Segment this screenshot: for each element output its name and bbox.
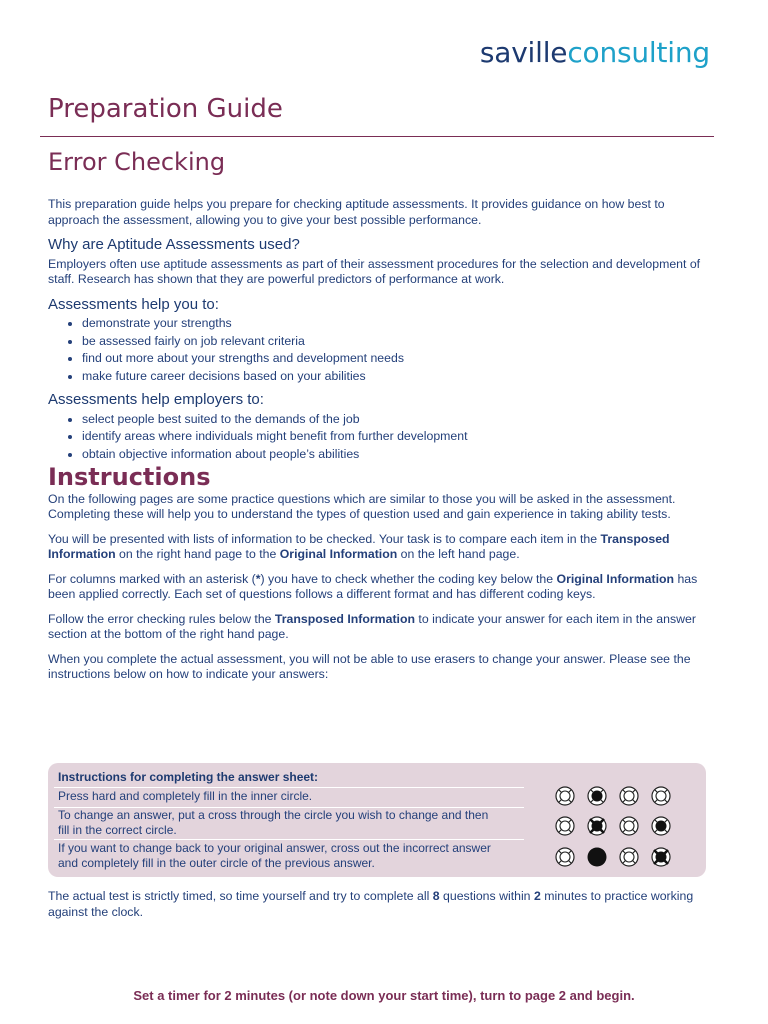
empty-bubble-icon	[556, 848, 574, 866]
filled-bubble-icon	[652, 817, 670, 835]
list-item: • demonstrate your strengths	[82, 316, 718, 332]
row-divider	[54, 787, 524, 788]
filled-bubble-icon	[588, 787, 606, 805]
logo-part-consulting: consulting	[567, 36, 710, 69]
empty-bubble-icon	[556, 817, 574, 835]
why-paragraph: Employers often use aptitude assessments as part of their assessment procedures for the selection and development of staff. Research has shown that they are powerful predictors of performance at work.	[48, 256, 701, 286]
timing-paragraph: The actual test is strictly timed, so time yourself and try to complete all 8 questions within 2 minutes to practice working against the clock.	[48, 889, 694, 919]
answer-sheet-instructions-box	[48, 763, 706, 877]
saville-logo	[480, 36, 710, 69]
example-bubbles-revert	[554, 846, 674, 868]
empty-bubble-icon	[620, 787, 638, 805]
why-heading: Why are Aptitude Assessments used?	[48, 236, 300, 253]
page-subtitle: Error Checking	[48, 148, 226, 176]
empty-bubble-icon	[620, 848, 638, 866]
list-item: • select people best suited to the demands of the job	[82, 412, 718, 428]
empty-bubble-icon	[620, 817, 638, 835]
instructions-paragraph-4: Follow the error checking rules below the Transposed Information to indicate your answer for each item in the answer section at the bottom of the right hand page.	[48, 611, 696, 641]
answer-rule-change: To change an answer, put a cross through the circle you wish to change and then fill in the correct circle.	[58, 808, 489, 837]
list-item: • identify areas where individuals might benefit from further development	[82, 429, 718, 445]
title-divider	[40, 136, 714, 137]
list-item: • be assessed fairly on job relevant criteria	[82, 334, 718, 350]
instructions-paragraph-1: On the following pages are some practice questions which are similar to those you will be asked in the assessment. Completing these will help you to understand the types of question used and gain experience in taking ability tests.	[48, 491, 676, 521]
answer-rule-fill: Press hard and completely fill in the inner circle.	[58, 789, 313, 803]
example-bubbles-change	[554, 815, 674, 837]
help-employers-heading: Assessments help employers to:	[48, 391, 264, 408]
main-content	[48, 197, 718, 692]
instructions-paragraph-5: When you complete the actual assessment, you will not be able to use erasers to change your answer. Please see the instructions below on how to indicate your answers:	[48, 651, 691, 681]
example-bubbles-fill	[554, 785, 674, 807]
list-item: • obtain objective information about people’s abilities	[82, 447, 718, 463]
answer-sheet-heading: Instructions for completing the answer sheet:	[58, 770, 319, 784]
instructions-heading: Instructions	[48, 463, 211, 491]
help-employers-list	[48, 412, 718, 463]
help-you-list	[48, 316, 718, 384]
intro-paragraph: This preparation guide helps you prepare for checking aptitude assessments. It provides guidance on how best to approach the assessment, allowing you to give your best possible performance.	[48, 197, 665, 227]
page-title: Preparation Guide	[48, 94, 283, 124]
row-divider	[54, 839, 524, 840]
instructions-paragraph-2: You will be presented with lists of information to be checked. Your task is to compare each item in the Transposed Information on the right hand page to the Original Information on the left hand page.	[48, 531, 670, 561]
answer-rule-revert: If you want to change back to your original answer, cross out the incorrect answer and completely fill in the outer circle of the previous answer.	[58, 841, 491, 870]
empty-bubble-icon	[556, 787, 574, 805]
crossed-bubble-icon	[588, 817, 606, 835]
help-you-heading: Assessments help you to:	[48, 295, 219, 313]
footer-instruction: Set a timer for 2 minutes (or note down your start time), turn to page 2 and begin.	[133, 988, 635, 1003]
crossed-bubble-icon	[652, 848, 670, 866]
list-item: • find out more about your strengths and development needs	[82, 351, 718, 367]
empty-bubble-icon	[652, 787, 670, 805]
logo-part-saville: saville	[479, 36, 568, 69]
solid-bubble-icon	[588, 848, 607, 867]
instructions-paragraph-3: For columns marked with an asterisk (*) you have to check whether the coding key below the Original Information has been applied correctly. Each set of questions follows a different format and has different coding keys.	[48, 571, 698, 601]
list-item: • make future career decisions based on your abilities	[82, 369, 718, 385]
